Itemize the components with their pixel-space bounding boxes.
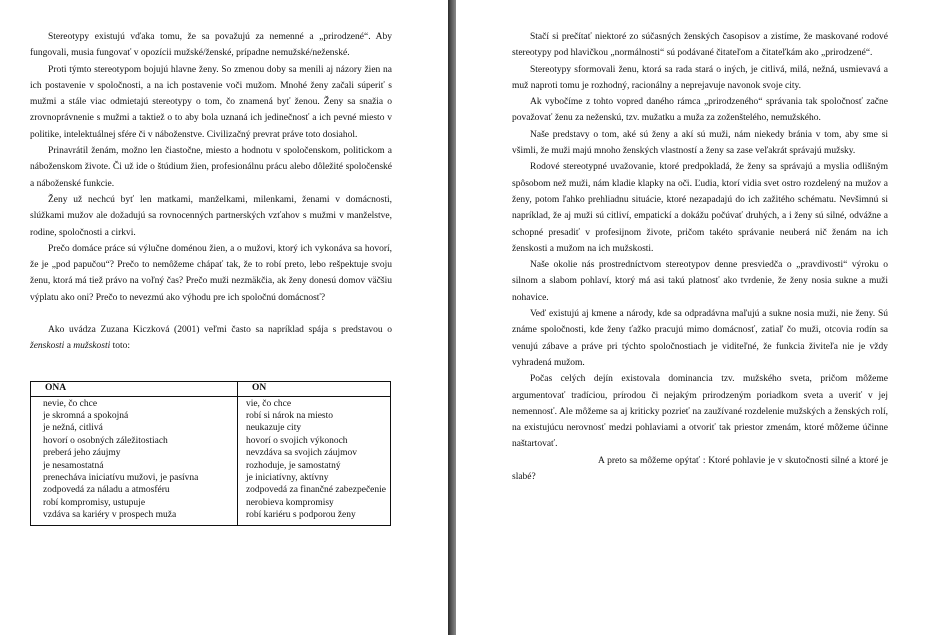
ona-trait: je skromná a spokojná: [43, 411, 129, 422]
intro-text: a: [64, 341, 74, 352]
table-header-on: ON: [237, 381, 390, 396]
right-page: [456, 0, 925, 635]
table-row: [31, 396, 391, 525]
paragraph: Ženy už nechcú byť len matkami, manželkami, milenkami, ženami v domácnosti, slúžkami mužov ale dožadujú sa rovnocenných partnerských vzťahov s mužmi v manželstve, rodine, spoločnosti a cirkvi.: [30, 194, 392, 238]
left-text-column: [30, 29, 392, 526]
ona-trait: zodpovedá za náladu a atmosféru: [43, 485, 170, 496]
table-header-row: [31, 381, 391, 396]
right-text-column: [512, 29, 888, 485]
intro-italic: mužskosti: [73, 341, 111, 352]
intro-italic: ženskosti: [30, 341, 65, 352]
ona-trait: je nesamostatná: [43, 460, 104, 471]
paragraph: Naše predstavy o tom, aké sú ženy a akí sú muži, nám niekedy bránia v tom, aby sme si všimli, že muži majú mnoho ženských vlastností a ženy sa zase veľakrát správajú mužsky.: [512, 129, 888, 157]
paragraph: Stereotypy sformovali ženu, ktorá sa rada stará o iných, je citlivá, milá, nežná, usmievavá a muž naproti tomu je rozhodný, racionálny a neprejavuje navonok svoje city.: [512, 64, 888, 91]
paragraph: Počas celých dejín existovala dominancia tzv. mužského sveta, pričom môžeme argumentovať tradíciou, prírodou či nejakým prirodzeným poriadkom sveta a uveriť v jej nemennosť. Ale môžeme sa aj kriticky pozrieť na zaužívané rozdelenie mužských a ženských rolí, na existujúcu nerovnosť medzi pohlaviami a otvoriť tak priestor zmenám, ktoré môžeme účinne naštartovať.: [512, 374, 888, 450]
ona-column: [31, 396, 238, 525]
on-trait: je iniciatívny, aktívny: [245, 473, 329, 484]
on-trait: robí kariéru s podporou ženy: [245, 510, 356, 521]
on-trait: vie, čo chce: [245, 398, 292, 409]
ona-trait: preberá jeho záujmy: [43, 448, 121, 459]
closing-question: A preto sa môžeme opýtať : Ktoré pohlavie je v skutočnosti silné a ktoré je slabé?: [512, 455, 888, 483]
comparison-table: [30, 381, 391, 526]
page-gutter: [448, 0, 456, 635]
paragraph: Veď existujú aj kmene a národy, kde sa odpradávna maľujú a sukne nosia muži, nie ženy. Sú známe spoločnosti, kde ženy ťažko pracujú mimo domácnosť, zatiaľ čo muži, otcovia rodín sa venujú zábave a práve pri týchto spoločnostiach je viditeľné, že funkcia živiteľa nie je vždy vyhradená mužom.: [512, 309, 888, 368]
paragraph: Prinavrátil ženám, možno len čiastočne, miesto a hodnotu v spoločenskom, politickom a náboženskom živote. Či už ide o štúdium žien, profesionálnu prácu alebo dôležité spoločenské a náboženské funkcie.: [30, 146, 392, 189]
table-header-ona: ONA: [31, 381, 238, 396]
paragraph: Prečo domáce práce sú výlučne doménou žien, a o mužovi, ktorý ich vykonáva sa hovorí, že je „pod papučou“? Prečo to nemôžeme chápať tak, že to robí preto, lebo rešpektuje svoju ženu, ktorá má tiež právo na voľný čas? Prečo muži nezmäkčia, ak ženy donesú domov väčšiu výplatu ako oni? Prečo to nevezmú ako výhodu pre ich spoločnú domácnosť?: [30, 243, 392, 303]
on-column: [237, 396, 390, 525]
table-intro-paragraph: [30, 322, 392, 355]
ona-trait: nevie, čo chce: [43, 398, 98, 409]
on-trait: nerobieva kompromisy: [245, 497, 334, 508]
on-trait: robí si nárok na miesto: [245, 411, 334, 422]
ona-trait: je nežná, citlivá: [43, 423, 103, 434]
ona-trait: vzdáva sa kariéry v prospech muža: [43, 510, 177, 521]
intro-text: toto:: [110, 341, 131, 352]
on-trait: nevzdáva sa svojich záujmov: [245, 448, 358, 459]
ona-trait: hovorí o osobných záležitostiach: [43, 435, 168, 446]
ona-trait: prenecháva iniciatívu mužovi, je pasívna: [43, 473, 199, 484]
ona-trait: robí kompromisy, ustupuje: [43, 497, 146, 508]
on-trait: hovorí o svojich výkonoch: [245, 435, 348, 446]
intro-text: Ako uvádza Zuzana Kiczková (2001) veľmi často sa napríklad spája s predstavou o: [48, 325, 392, 336]
paragraph: Ak vybočíme z tohto vopred daného rámca „prirodzeného“ správania tak spoločnosť začne považovať ženu za neženskú, tzv. mužatku a muža za zoženštelého, nemužského.: [512, 97, 888, 124]
on-trait: rozhoduje, je samostatný: [245, 460, 341, 471]
paragraph: Proti týmto stereotypom bojujú hlavne ženy. So zmenou doby sa menili aj názory žien na ich postavenie v spoločnosti, a na ich postavenie voči mužom. Mnohé ženy začali súperiť s mužmi a stále viac odmietajú stereotypy o tom, čo znamená byť ženou. Ženy sa snažia o zrovnoprávnenie s mužmi a taktiež o to aby bola uznaná ich jedinečnosť a ich pevné miesto v politike, intelektuálnej sfére či v náboženstve. Civilizačný prevrat práve toto dosiahol.: [30, 64, 392, 140]
on-trait: zodpovedá za finančné zabezpečenie: [245, 485, 386, 496]
paragraph: Rodové stereotypné uvažovanie, ktoré predpokladá, že ženy sa správajú a myslia odlišným spôsobom než muži, nám kladie klapky na oči. Ľudia, ktorí vidia svet ostro rozdelený na mužov a ženy, potom ľahko prehliadnu situácie, ktoré nezapadajú do ich zažitého schématu. Nevšimnú si napríklad, že aj muži sú citliví, empatickí a dokážu počúvať druhých, a i ženy sú silné, odvážne a schopné presadiť v profesijnom živote, pričom takéto správanie neuberá nič ženám na ich ženskosti a mužom na ich mužskosti.: [512, 162, 888, 254]
paragraph: Naše okolie nás prostredníctvom stereotypov denne presviedča o „pravdivosti“ výroku o silnom a slabom pohlaví, ktorý má asi takú platnosť ako tvrdenie, že ženy nosia sukne a muži nohavice.: [512, 260, 888, 303]
on-trait: neukazuje city: [245, 423, 302, 434]
left-page: [0, 0, 448, 635]
paragraph: Stereotypy existujú vďaka tomu, že sa považujú za nemenné a „prirodzené“. Aby fungovali, musia fungovať v opozícii mužské/ženské, prípadne nemužské/neženské.: [30, 32, 392, 59]
paragraph: Stačí si prečítať niektoré zo súčasných ženských časopisov a zistíme, že maskované rodové stereotypy pod hlavičkou „normálnosti“ sú podávané čitateľom a čitateľkám ako „prirodzené“.: [512, 32, 888, 59]
